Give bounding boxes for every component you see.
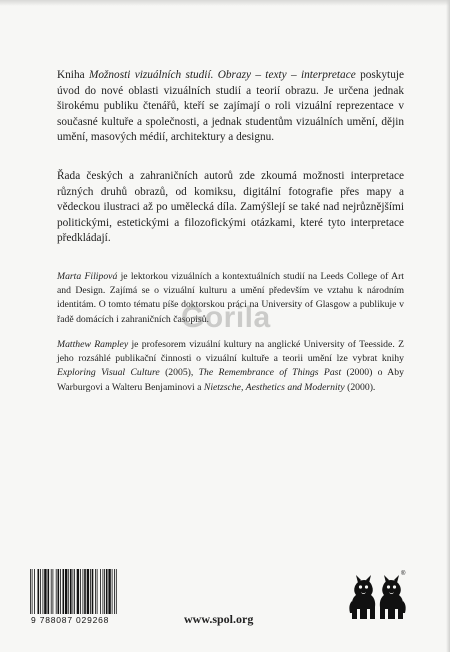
barcode-bar	[83, 569, 84, 614]
bio2-text-2: (2005),	[159, 367, 199, 379]
barcode-bar	[106, 569, 108, 614]
book-title-exploring: Exploring Visual Culture	[57, 367, 160, 379]
barcode-bar	[53, 569, 54, 614]
isbn-number: 9 788087 029268	[31, 615, 110, 625]
barcode-bar	[97, 569, 98, 614]
barcode-bar	[48, 569, 50, 614]
p1-text: poskytuje úvod do nové oblasti vizuálních studií a teorií obrazu. Je určena jednak širokému publiku čtenářů, kteří se zajímají o roli vizuální reprezentace v současné kultuře a společnosti, a jednak studentům vizuálních umění, dějin umění, masových médií, architektury a designu.	[57, 69, 404, 144]
barcode-bar	[60, 569, 61, 614]
barcode-bar	[104, 569, 105, 614]
barcode-bar	[63, 569, 65, 614]
barcode-bar	[73, 569, 74, 614]
barcode	[29, 569, 143, 614]
barcode-bar	[70, 569, 72, 614]
barcode-bar	[44, 569, 46, 614]
barcode-bar	[68, 569, 69, 614]
barcode-bar	[34, 569, 35, 614]
barcode-bar	[112, 569, 113, 614]
barcode-bar	[77, 569, 79, 614]
barcode-bar	[114, 569, 115, 614]
barcode-bar	[108, 569, 110, 614]
book-title-remembrance: The Remembrance of Things Past	[198, 367, 342, 379]
barcode-bar	[100, 569, 101, 614]
bio2-text-3: (2000) o Aby Warburgovi a Walteru Benjaminovi a	[57, 367, 404, 393]
barcode-bar	[51, 569, 52, 614]
barcode-bar	[65, 569, 67, 614]
barcode-bar	[95, 569, 96, 614]
book-title: Možnosti vizuálních studií. Obrazy – texty – interpretace	[88, 69, 356, 81]
scan-shadow-top	[0, 0, 450, 6]
barcode-bar	[38, 569, 40, 614]
description-paragraph-2: Řada českých a zahraničních autorů zde zkoumá možnosti interpretace různých druhů obrazů, od komiksu, digitální fotografie přes mapy a vědeckou ilustraci až po umělecká díla. Zamýšlejí se také nad nejrůznějšími politickými, estetickými a filozofickými otázkami, které tyto interpretace předkládají.	[57, 170, 404, 245]
barcode-bar	[74, 569, 75, 614]
barcode-bar	[56, 569, 57, 614]
author-bio-rampley	[57, 338, 404, 395]
barcode-bar	[80, 569, 81, 614]
barcode-bar	[30, 569, 31, 614]
barcode-bar	[58, 569, 60, 614]
watermark-text: Gorila	[181, 301, 271, 334]
bio2-text-4: (2000).	[344, 381, 376, 393]
author-name-filipova: Marta Filipová	[57, 271, 118, 282]
barcode-bar	[40, 569, 41, 614]
website-link[interactable]: www.spol.org	[184, 612, 254, 626]
barcode-bar	[43, 569, 44, 614]
author-name-rampley: Matthew Rampley	[57, 339, 129, 350]
barcode-bar	[32, 569, 33, 614]
barcode-bar	[116, 569, 117, 614]
barcode-bar	[92, 569, 94, 614]
barcode-bar	[87, 569, 89, 614]
barcode-bar	[90, 569, 91, 614]
p1-prefix: Kniha	[57, 69, 89, 81]
bio1-text: je lektorkou vizuálních a kontextuálních studií na Leeds College of Art and Design. Zajímá se o vizuální kulturu a umění především ve vztahu k národním identitám. O tomto tématu píše doktorskou práci na University of Glasgow a publikuje v řadě domácích i zahraničních časopisů.	[57, 271, 404, 325]
book-title-nietzsche: Nietzsche, Aesthetics and Modernity	[203, 381, 345, 393]
description-paragraph-1	[57, 68, 404, 146]
barcode-bar	[84, 569, 86, 614]
twin-lions-logo-icon	[349, 569, 407, 621]
scan-shadow-right	[446, 0, 450, 652]
registered-mark: ®	[401, 571, 406, 577]
bio2-text-1: je profesorem vizuální kultury na anglické University of Teesside. Z jeho rozsáhlé publikační činnosti o vizuální kultuře a teorii umění lze vybrat knihy	[57, 339, 404, 365]
barcode-bar	[103, 569, 104, 614]
